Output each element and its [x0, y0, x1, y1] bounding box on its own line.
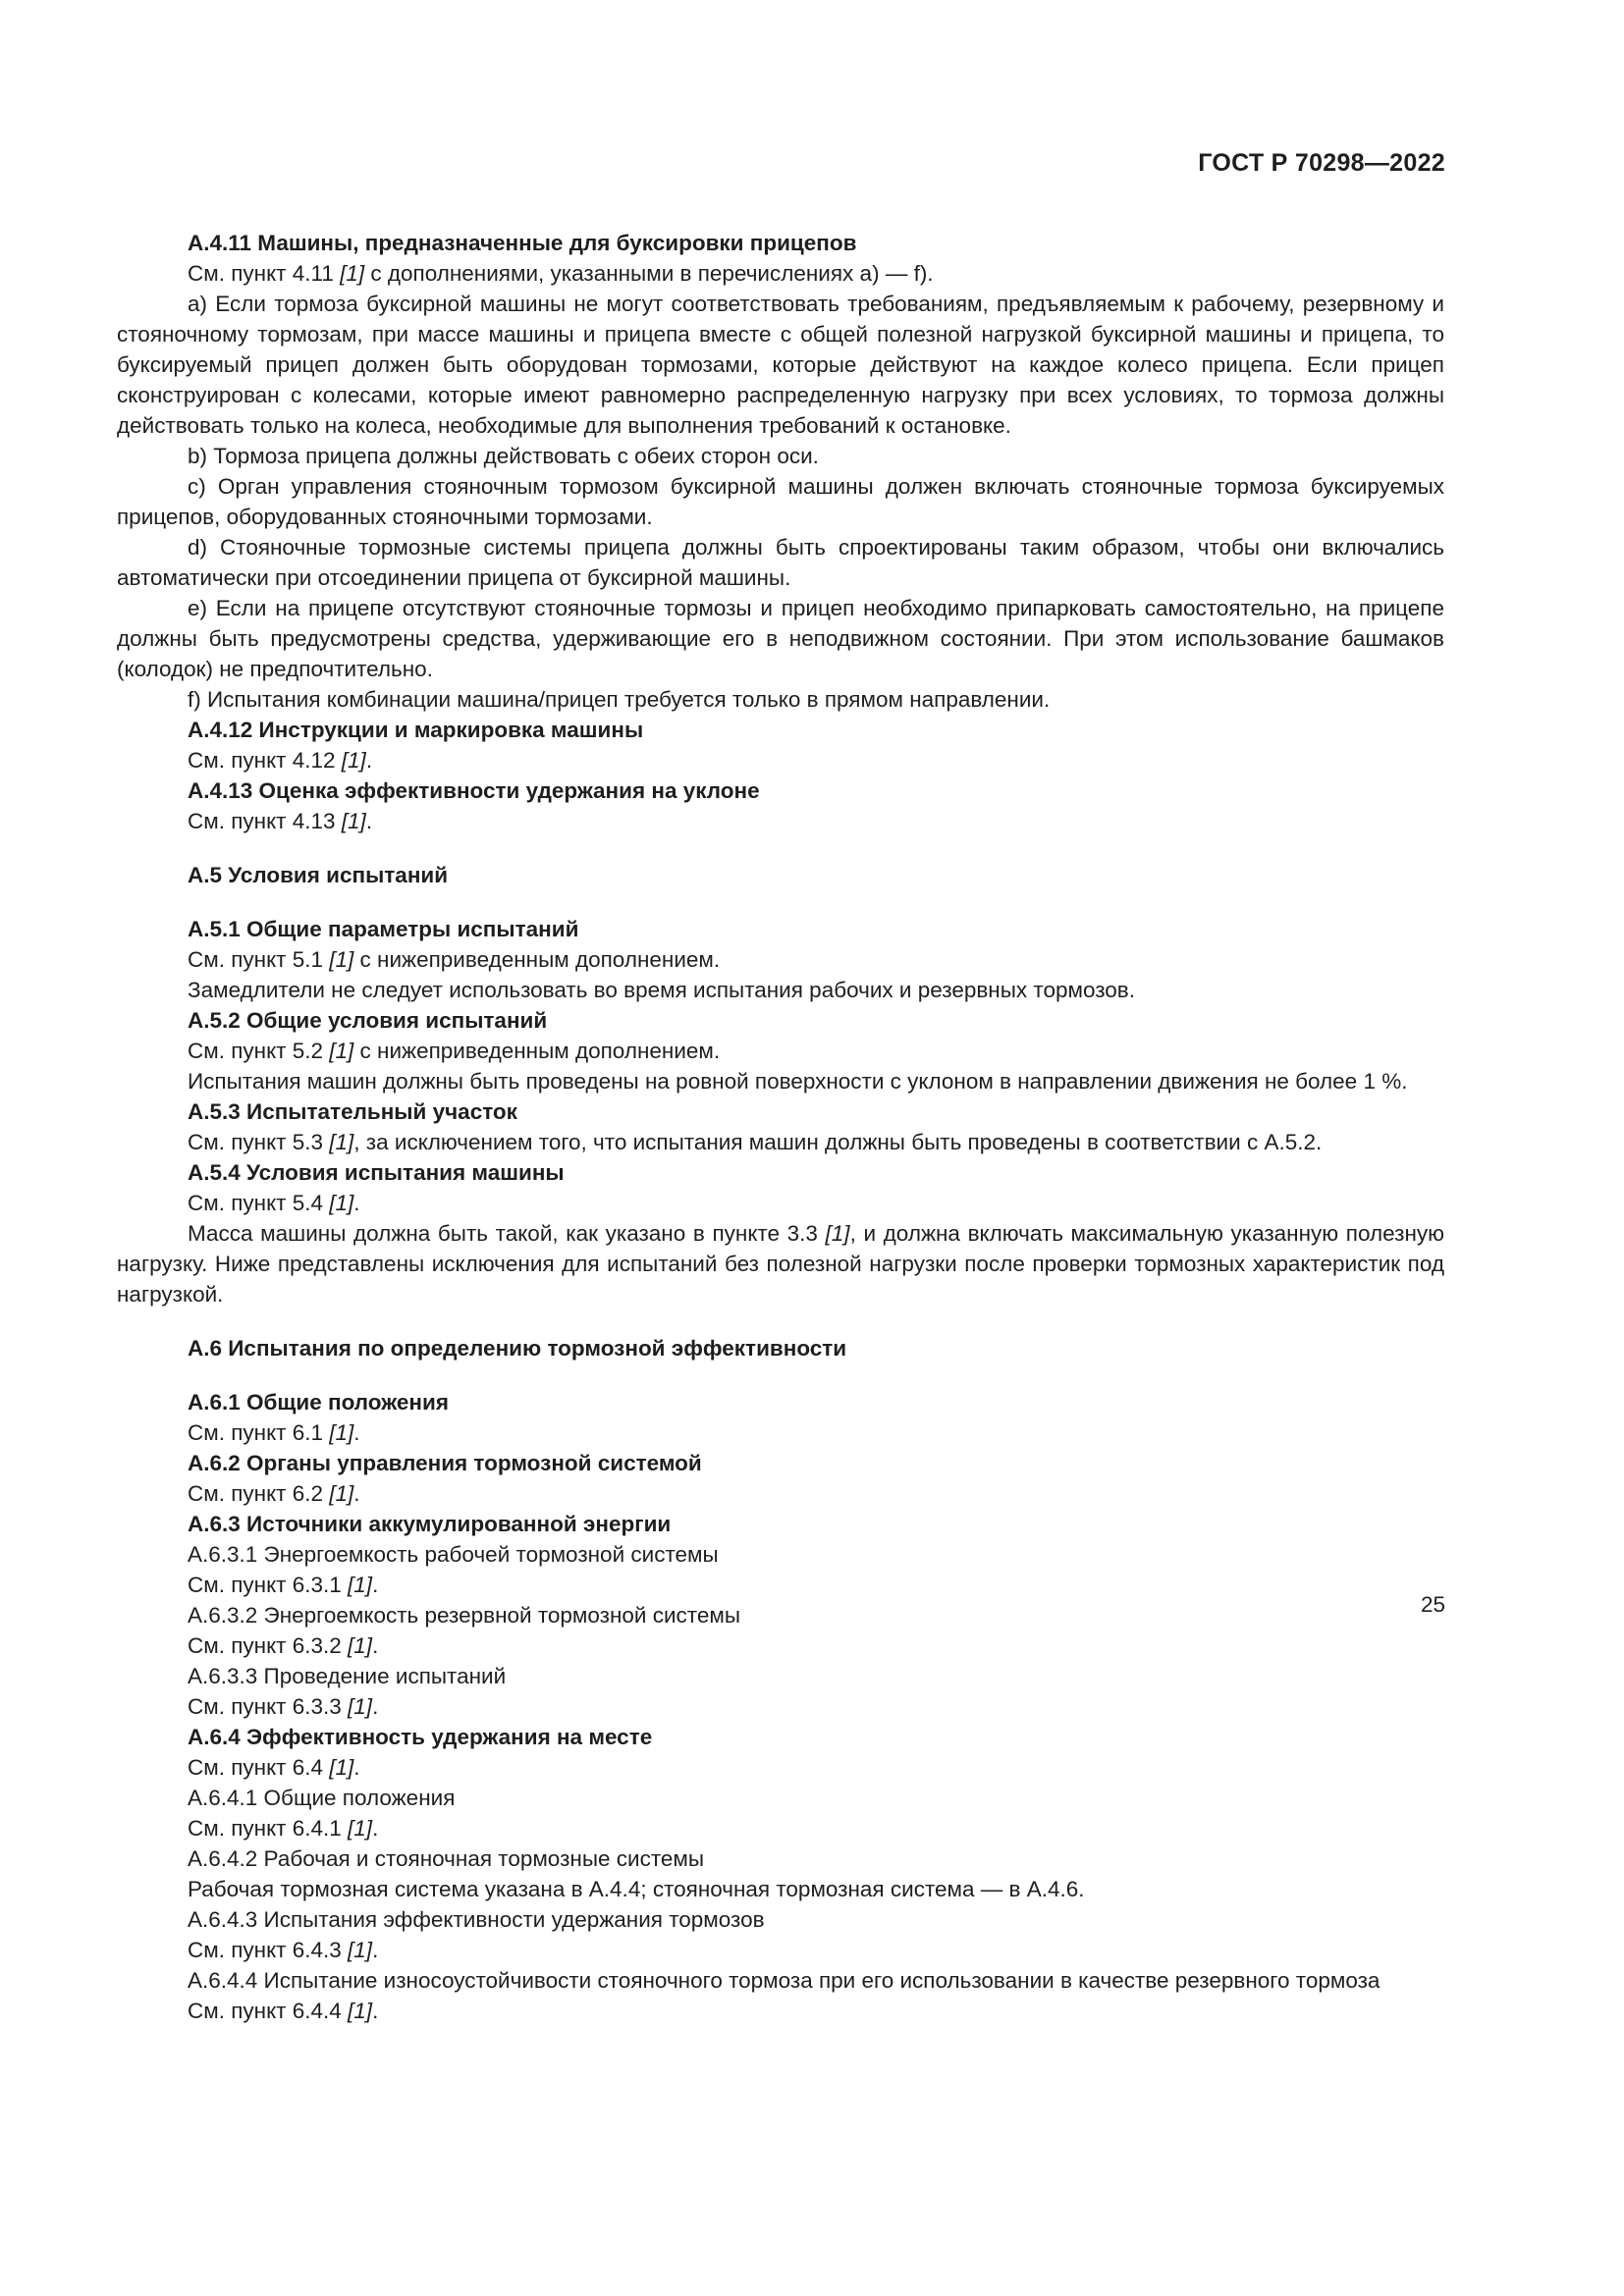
- paragraph: [117, 1843, 1444, 1874]
- reference-mark: [1]: [329, 947, 354, 972]
- text-run: А.6.4.2 Рабочая и стояночная тормозные системы: [188, 1846, 705, 1871]
- text-run: См. пункт 6.3.3: [188, 1694, 349, 1719]
- paragraph: [117, 1066, 1444, 1096]
- paragraph: [117, 289, 1444, 441]
- reference-mark: [1]: [341, 748, 366, 773]
- section-heading: А.4.13 Оценка эффективности удержания на уклоне: [188, 778, 760, 803]
- document-designation: ГОСТ Р 70298—2022: [1198, 149, 1445, 177]
- section-heading: А.5.3 Испытательный участок: [188, 1099, 517, 1124]
- text-run: .: [372, 1633, 379, 1658]
- reference-mark: [1]: [329, 1481, 354, 1506]
- section-heading: А.5.4 Условия испытания машины: [188, 1160, 565, 1185]
- text-run: e) Если на прицепе отсутствуют стояночные тормозы и прицеп необходимо припарковать самостоятельно, на прицепе должны быть предусмотрены средства, удерживающие его в неподвижном состоянии. При этом использование башмаков (колодок) не предпочтительно.: [117, 596, 1444, 681]
- paragraph: [117, 806, 1444, 836]
- paragraph: [117, 1996, 1444, 2026]
- reference-mark: [1]: [329, 1420, 354, 1445]
- text-run: с дополнениями, указанными в перечислениях а) — f).: [364, 261, 934, 286]
- page-number: 25: [1420, 1592, 1445, 1617]
- paragraph: [117, 532, 1444, 593]
- reference-mark: [1]: [348, 1999, 373, 2023]
- paragraph: [117, 1188, 1444, 1218]
- text-run: с нижеприведенным дополнением.: [353, 947, 721, 972]
- text-run: c) Орган управления стояночным тормозом буксирной машины должен включать стояночные тормоза буксируемых прицепов, оборудованных стояночными тормозами.: [117, 474, 1444, 529]
- reference-mark: [1]: [348, 1816, 373, 1841]
- text-run: d) Стояночные тормозные системы прицепа должны быть спроектированы таким образом, чтобы они включались автоматически при отсоединении прицепа от буксирной машины.: [117, 535, 1444, 590]
- text-run: .: [353, 1481, 360, 1506]
- reference-mark: [1]: [329, 1130, 354, 1154]
- text-run: .: [353, 1420, 360, 1445]
- paragraph: [117, 1904, 1444, 1935]
- text-run: См. пункт 6.2: [188, 1481, 330, 1506]
- text-run: , и должна включать максимальную указанную полезную нагрузку. Ниже представлены исключения для испытаний без полезной нагрузки после проверки тормозных характеристик под нагрузкой.: [117, 1221, 1444, 1307]
- paragraph: [117, 975, 1444, 1005]
- section-heading: А.5.2 Общие условия испытаний: [188, 1008, 548, 1033]
- text-run: .: [365, 809, 373, 833]
- paragraph: [117, 1965, 1444, 1996]
- text-run: b) Тормоза прицепа должны действовать с обеих сторон оси.: [188, 444, 819, 468]
- section-heading: А.4.12 Инструкции и маркировка машины: [188, 718, 644, 742]
- text-run: Замедлители не следует использовать во время испытания рабочих и резервных тормозов.: [188, 978, 1135, 1002]
- reference-mark: [1]: [329, 1039, 354, 1063]
- text-run: См. пункт 5.1: [188, 947, 330, 972]
- paragraph: [117, 1036, 1444, 1066]
- text-run: Рабочая тормозная система указана в А.4.4; стояночная тормозная система — в А.4.6.: [188, 1877, 1085, 1901]
- reference-mark: [1]: [825, 1221, 850, 1246]
- paragraph: [117, 1783, 1444, 1813]
- text-run: См. пункт 6.3.2: [188, 1633, 349, 1658]
- section-heading: А.5 Условия испытаний: [188, 863, 449, 887]
- text-run: См. пункт 6.4: [188, 1755, 330, 1780]
- text-run: a) Если тормоза буксирной машины не могут соответствовать требованиям, предъявляемым к рабочему, резервному и стояночному тормозам, при массе машины и прицепа вместе с общей полезной нагрузкой буксирной машины и прицепа, то буксируемый прицеп должен быть оборудован тормозами, которые действуют на каждое колесо прицепа. Если прицеп сконструирован с колесами, которые имеют равномерно распределенную нагрузку при всех условиях, то тормоза должны действовать только на колеса, необходимые для выполнения требований к остановке.: [117, 292, 1444, 438]
- reference-mark: [1]: [348, 1573, 373, 1597]
- reference-mark: [1]: [329, 1191, 354, 1215]
- paragraph: [117, 1752, 1444, 1783]
- text-run: А.6.3.3 Проведение испытаний: [188, 1664, 507, 1688]
- text-run: См. пункт 5.2: [188, 1039, 330, 1063]
- text-run: А.6.4.3 Испытания эффективности удержания тормозов: [188, 1907, 765, 1932]
- reference-mark: [1]: [340, 261, 365, 286]
- text-run: См. пункт 4.11: [188, 261, 341, 286]
- page-body: [117, 228, 1444, 2026]
- text-run: .: [353, 1191, 360, 1215]
- paragraph: [117, 684, 1444, 715]
- paragraph: [117, 1218, 1444, 1309]
- text-run: См. пункт 4.13: [188, 809, 342, 833]
- text-run: f) Испытания комбинации машина/прицеп требуется только в прямом направлении.: [188, 687, 1051, 712]
- reference-mark: [1]: [348, 1938, 373, 1962]
- paragraph: [117, 944, 1444, 975]
- section-heading: А.6.4 Эффективность удержания на месте: [188, 1725, 653, 1749]
- text-run: Испытания машин должны быть проведены на ровной поверхности с уклоном в направлении движения не более 1 %.: [188, 1069, 1408, 1094]
- paragraph: [117, 1661, 1444, 1691]
- section-heading: А.6 Испытания по определению тормозной эффективности: [188, 1336, 847, 1361]
- section-heading: А.4.11 Машины, предназначенные для буксировки прицепов: [188, 231, 857, 255]
- text-run: А.6.4.4 Испытание износоустойчивости стояночного тормоза при его использовании в качестве резервного тормоза: [188, 1968, 1380, 1993]
- text-run: Масса машины должна быть такой, как указано в пункте 3.3: [188, 1221, 826, 1246]
- paragraph: [117, 745, 1444, 775]
- paragraph: [117, 1478, 1444, 1509]
- reference-mark: [1]: [348, 1633, 373, 1658]
- paragraph: [117, 1691, 1444, 1722]
- text-run: См. пункт 5.4: [188, 1191, 330, 1215]
- paragraph: [117, 1539, 1444, 1570]
- text-run: .: [372, 1694, 379, 1719]
- reference-mark: [1]: [341, 809, 366, 833]
- section-heading: А.6.3 Источники аккумулированной энергии: [188, 1512, 672, 1536]
- paragraph: [117, 441, 1444, 471]
- paragraph: [117, 1600, 1444, 1630]
- text-run: См. пункт 6.4.4: [188, 1999, 349, 2023]
- text-run: А.6.3.2 Энергоемкость резервной тормозной системы: [188, 1603, 741, 1628]
- paragraph: [117, 1935, 1444, 1965]
- section-heading: А.6.2 Органы управления тормозной системой: [188, 1451, 702, 1475]
- text-run: .: [372, 1938, 379, 1962]
- text-run: .: [365, 748, 373, 773]
- text-run: , за исключением того, что испытания машин должны быть проведены в соответствии с А.5.2.: [353, 1130, 1323, 1154]
- reference-mark: [1]: [329, 1755, 354, 1780]
- paragraph: [117, 1630, 1444, 1661]
- text-run: См. пункт 6.1: [188, 1420, 330, 1445]
- text-run: .: [353, 1755, 360, 1780]
- text-run: См. пункт 4.12: [188, 748, 342, 773]
- text-run: А.6.4.1 Общие положения: [188, 1786, 456, 1810]
- paragraph: [117, 1570, 1444, 1600]
- text-run: .: [372, 1573, 379, 1597]
- text-run: См. пункт 5.3: [188, 1130, 330, 1154]
- text-run: А.6.3.1 Энергоемкость рабочей тормозной системы: [188, 1542, 719, 1567]
- text-run: .: [372, 1816, 379, 1841]
- text-run: с нижеприведенным дополнением.: [353, 1039, 721, 1063]
- section-heading: А.6.1 Общие положения: [188, 1390, 449, 1415]
- paragraph: [117, 1127, 1444, 1157]
- section-heading: А.5.1 Общие параметры испытаний: [188, 917, 579, 941]
- text-run: См. пункт 6.4.3: [188, 1938, 349, 1962]
- paragraph: [117, 1874, 1444, 1904]
- text-run: См. пункт 6.4.1: [188, 1816, 349, 1841]
- paragraph: [117, 258, 1444, 289]
- text-run: .: [372, 1999, 379, 2023]
- reference-mark: [1]: [348, 1694, 373, 1719]
- paragraph: [117, 471, 1444, 532]
- paragraph: [117, 593, 1444, 684]
- paragraph: [117, 1417, 1444, 1448]
- paragraph: [117, 1813, 1444, 1843]
- text-run: См. пункт 6.3.1: [188, 1573, 349, 1597]
